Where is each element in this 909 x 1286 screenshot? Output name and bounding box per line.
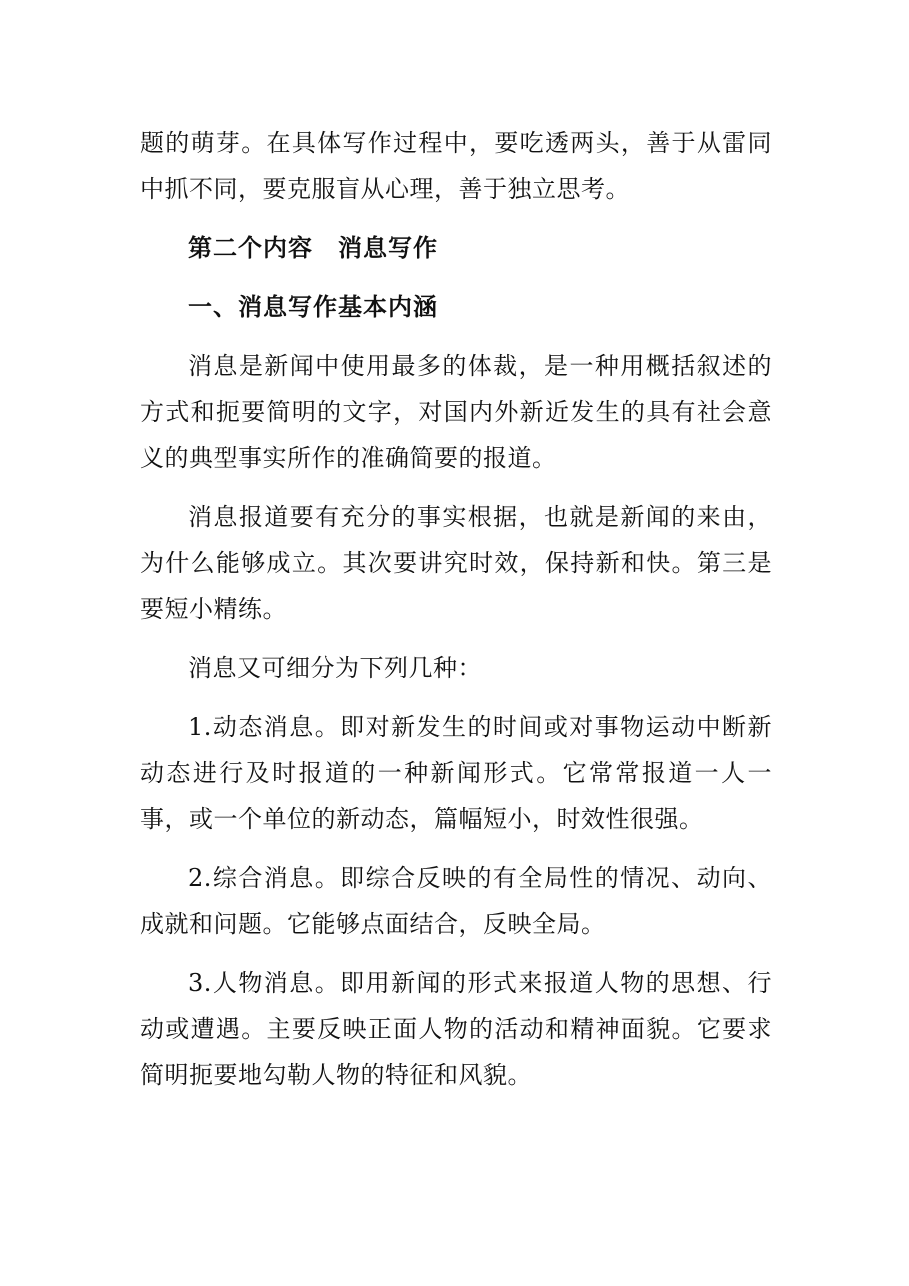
paragraph-categories-intro: 消息又可细分为下列几种： (188, 654, 482, 682)
list-item-dynamic-news: 1.动态消息。即对新发生的时间或对事物运动中断新动态进行及时报道的一种新闻形式。它常常报道一人一事，或一个单位的新动态，篇幅短小，时效性很强。 (140, 713, 772, 833)
section-heading: 第二个内容 消息写作 (188, 234, 438, 262)
paragraph-continuation: 题的萌芽。在具体写作过程中，要吃透两头，善于从雷同中抓不同，要克服盲从心理，善于独立思考。 (140, 129, 772, 203)
paragraph-requirements: 消息报道要有充分的事实根据，也就是新闻的来由，为什么能够成立。其次要讲究时效，保持新和快。第三是要短小精练。 (140, 503, 772, 623)
document-body (140, 120, 772, 1098)
paragraph-definition: 消息是新闻中使用最多的体裁，是一种用概括叙述的方式和扼要简明的文字，对国内外新近发生的具有社会意义的典型事实所作的准确简要的报道。 (140, 352, 772, 472)
subsection-heading: 一、消息写作基本内涵 (188, 293, 438, 321)
list-item-comprehensive-news: 2.综合消息。即综合反映的有全局性的情况、动向、成就和问题。它能够点面结合，反映全局。 (140, 864, 772, 938)
list-item-person-news: 3.人物消息。即用新闻的形式来报道人物的思想、行动或遭遇。主要反映正面人物的活动和精神面貌。它要求简明扼要地勾勒人物的特征和风貌。 (140, 969, 772, 1089)
